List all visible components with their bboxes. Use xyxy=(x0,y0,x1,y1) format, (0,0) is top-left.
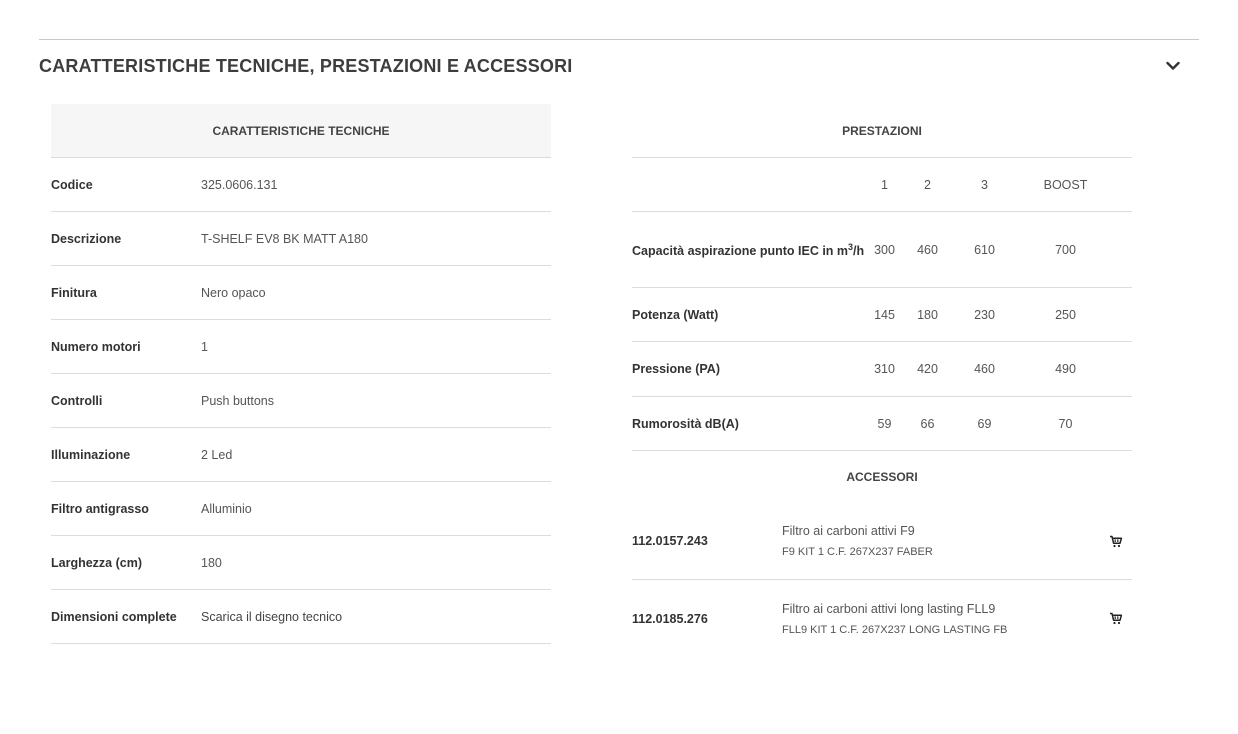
table-row xyxy=(632,288,1132,342)
perf-value: 66 xyxy=(920,416,935,431)
table-header-row xyxy=(632,158,1132,212)
accessory-item xyxy=(632,503,1132,580)
perf-value: 250 xyxy=(1055,307,1076,322)
perf-label: Pressione (PA) xyxy=(632,362,720,376)
table-row xyxy=(51,482,551,536)
perf-value: 300 xyxy=(874,242,895,257)
perf-value: 700 xyxy=(1055,242,1076,257)
table-row xyxy=(51,590,551,644)
perf-value: 310 xyxy=(874,362,895,376)
spec-value: Alluminio xyxy=(201,501,252,516)
spec-label: Dimensioni complete xyxy=(51,609,177,624)
perf-value: 460 xyxy=(974,362,995,376)
column-header: 2 xyxy=(924,177,931,192)
perf-value: 230 xyxy=(974,307,995,322)
spec-value: T-SHELF EV8 BK MATT A180 xyxy=(201,231,368,246)
table-row xyxy=(51,536,551,590)
perf-label: Potenza (Watt) xyxy=(632,307,719,322)
spec-label: Descrizione xyxy=(51,231,122,246)
performance-header: PRESTAZIONI xyxy=(632,104,1132,158)
spec-value: 325.0606.131 xyxy=(201,177,278,192)
accessory-item xyxy=(632,580,1132,657)
perf-value: 69 xyxy=(977,416,992,431)
specs-section xyxy=(39,39,1199,92)
table-row xyxy=(51,428,551,482)
accessories-header: ACCESSORI xyxy=(846,470,918,484)
table-row xyxy=(51,158,551,212)
spec-value: 180 xyxy=(201,555,222,570)
table-row xyxy=(632,342,1132,397)
accessory-subtitle: F9 KIT 1 C.F. 267X237 FABER xyxy=(782,546,933,558)
spec-value: Push buttons xyxy=(201,393,274,408)
tech-specs-header: CARATTERISTICHE TECNICHE xyxy=(51,104,551,158)
accessory-name: Filtro ai carboni attivi F9 xyxy=(782,524,915,538)
perf-value: 180 xyxy=(917,307,938,322)
perf-value: 145 xyxy=(874,307,895,322)
perf-label: Capacità aspirazione punto IEC in $m^3/h$ xyxy=(632,242,865,259)
perf-label: Rumorosità dB(A) xyxy=(632,416,739,431)
spec-label: Numero motori xyxy=(51,339,141,354)
accessory-code: 112.0157.243 xyxy=(632,534,708,548)
cart-icon[interactable] xyxy=(1106,612,1126,625)
spec-label: Illuminazione xyxy=(51,447,131,462)
performance-table xyxy=(632,104,1132,657)
accessory-name: Filtro ai carboni attivi long lasting FLL9 xyxy=(782,601,996,616)
perf-value: 59 xyxy=(877,416,892,431)
section-title: CARATTERISTICHE TECNICHE, PRESTAZIONI E ACCESSORI xyxy=(39,56,573,76)
spec-value: 2 Led xyxy=(201,447,233,462)
cart-icon[interactable] xyxy=(1106,535,1126,548)
perf-value: 460 xyxy=(917,242,938,257)
table-row xyxy=(632,212,1132,288)
spec-label: Larghezza (cm) xyxy=(51,555,142,570)
column-header: 3 xyxy=(981,177,988,192)
download-drawing-link[interactable]: Scarica il disegno tecnico xyxy=(201,609,343,624)
perf-value: 610 xyxy=(974,242,995,257)
spec-label: Codice xyxy=(51,177,93,192)
spec-value: 1 xyxy=(201,339,208,354)
chevron-down-icon[interactable] xyxy=(1161,54,1185,78)
table-row xyxy=(51,266,551,320)
section-toggle[interactable] xyxy=(39,40,1199,92)
spec-label: Filtro antigrasso xyxy=(51,501,149,516)
tech-specs-table xyxy=(51,104,551,644)
table-row xyxy=(51,212,551,266)
accessory-subtitle: FLL9 KIT 1 C.F. 267X237 LONG LASTING FB xyxy=(782,623,1008,636)
column-header: BOOST xyxy=(1043,177,1088,192)
table-row xyxy=(51,374,551,428)
accessory-code: 112.0185.276 xyxy=(632,611,708,626)
perf-value: 420 xyxy=(917,362,938,376)
spec-value: Nero opaco xyxy=(201,285,266,300)
column-header: 1 xyxy=(881,177,888,192)
spec-label: Controlli xyxy=(51,393,103,408)
table-row xyxy=(51,320,551,374)
table-row xyxy=(632,397,1132,451)
perf-value: 490 xyxy=(1055,362,1076,376)
perf-value: 70 xyxy=(1058,416,1073,431)
spec-label: Finitura xyxy=(51,285,97,300)
